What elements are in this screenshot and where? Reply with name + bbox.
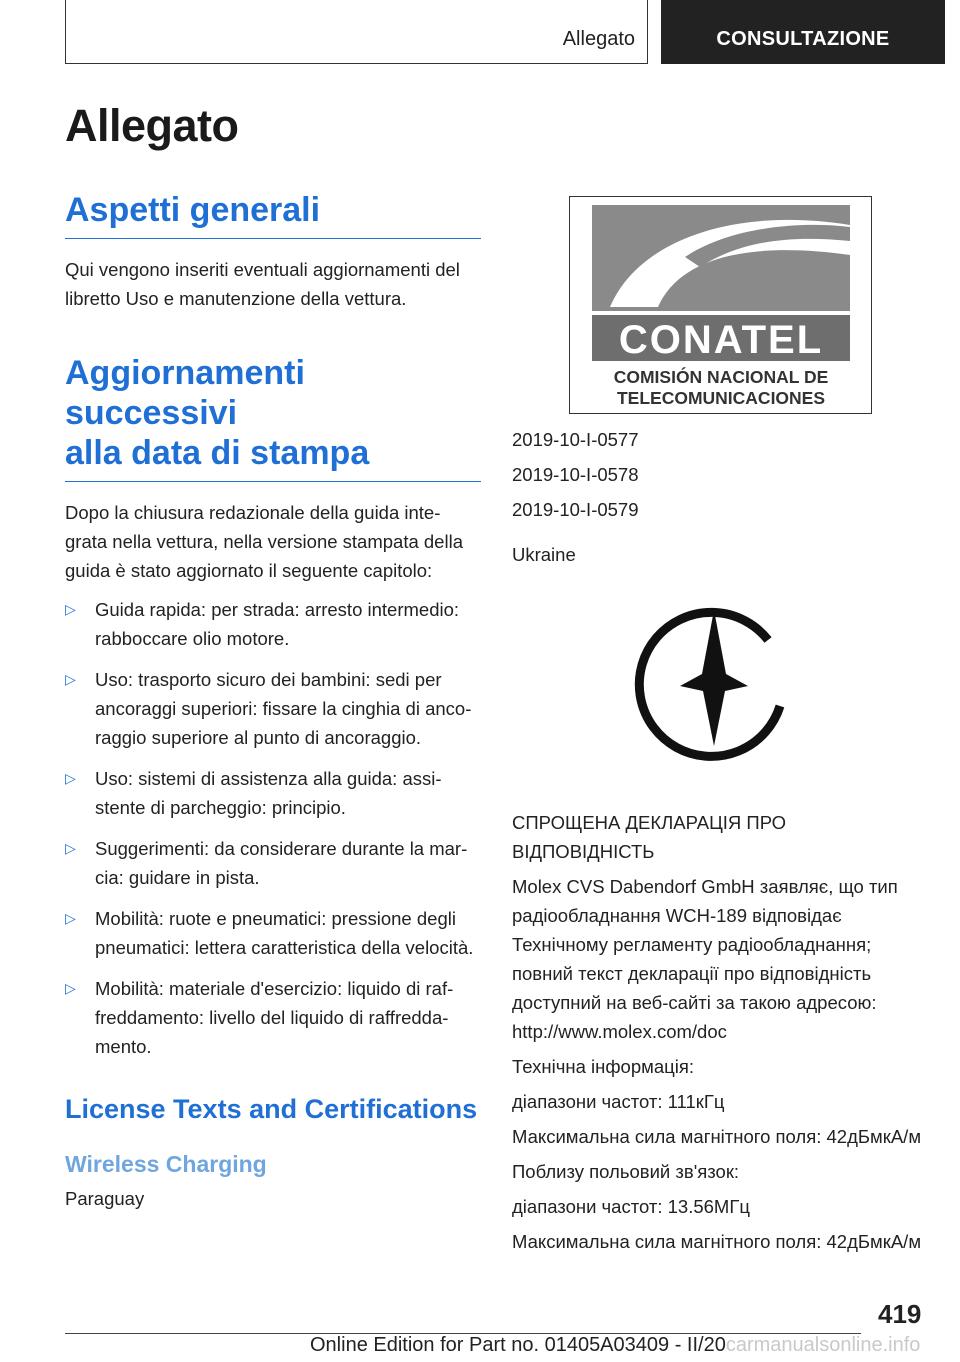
header-category-tab	[661, 0, 945, 64]
country-ukraine: Ukraine	[512, 544, 576, 565]
frequency-range-1: діапазони частот: 111кГц	[512, 1091, 725, 1112]
list-item-text: Uso: sistemi di assistenza alla guida: assi-stente di parcheggio: principio.	[95, 768, 442, 818]
updates-intro: Dopo la chiusura redazionale della guida inte-grata nella vettura, nella versione stampata della guida è stato aggiornato il seguente capitolo:	[65, 502, 463, 581]
edition-text: Online Edition for Part no. 01405A03409 - II/20	[310, 1334, 726, 1356]
watermark-text: carmanualsonline.info	[725, 1334, 921, 1356]
conatel-logo	[569, 196, 872, 414]
list-item	[65, 974, 481, 1061]
list-item-text: Suggerimenti: da considerare durante la mar-cia: guidare in pista.	[95, 838, 468, 888]
wireless-charging-heading: Wireless Charging	[65, 1151, 267, 1177]
approval-code: 2019-10-I-0578	[512, 464, 639, 485]
list-item-text: Uso: trasporto sicuro dei bambini: sedi per ancoraggi superiori: fissare la cinghia di anco-raggio superiore al punto di ancoraggio.	[95, 669, 472, 748]
header-section-label: Allegato	[562, 28, 635, 50]
tech-info-label: Технічна інформація:	[512, 1056, 695, 1077]
conatel-logo-graphic	[570, 197, 870, 412]
declaration-text: Molex CVS Dabendorf GmbH заявляє, що тип радіообладнання WCH-189 відповідає Технічному регламенту радіообладнання; повний текст декларації про відповідність доступний на веб-сайті за такою адресою: http://www.molex.com/doc	[512, 876, 898, 1042]
list-item-text: Mobilità: ruote e pneumatici: pressione degli pneumatici: lettera caratteristica della velocità.	[95, 908, 474, 958]
conatel-wordmark: CONATEL	[618, 318, 824, 362]
general-heading: Aspetti generali	[65, 190, 481, 239]
license-heading: License Texts and Certifications	[65, 1094, 478, 1124]
declaration-heading: СПРОЩЕНА ДЕКЛАРАЦІЯ ПРО ВІДПОВІДНІСТЬ	[512, 812, 787, 862]
max-field-strength-2: Максимальна сила магнітного поля: 42дБмкА/м	[512, 1231, 922, 1252]
approval-code: 2019-10-I-0579	[512, 499, 639, 520]
updates-heading-line2: alla data di stampa	[65, 434, 370, 472]
bullet-triangle-icon: ▷	[65, 910, 76, 926]
page-title: Allegato	[65, 100, 239, 151]
header-category-label: CONSULTAZIONE	[716, 28, 890, 50]
bullet-triangle-icon: ▷	[65, 980, 76, 996]
country-paraguay: Paraguay	[65, 1188, 145, 1209]
conatel-line1: COMISIÓN NACIONAL DE	[613, 367, 829, 387]
max-field-strength-1: Максимальна сила магнітного поля: 42дБмкА/м	[512, 1126, 922, 1147]
bullet-triangle-icon: ▷	[65, 671, 76, 687]
frequency-range-2: діапазони частот: 13.56МГц	[512, 1196, 750, 1217]
bullet-triangle-icon: ▷	[65, 601, 76, 617]
near-field-label: Поблизу польовий зв'язок:	[512, 1161, 740, 1182]
list-item-text: Guida rapida: per strada: arresto intermedio: rabboccare olio motore.	[95, 599, 460, 649]
list-item	[65, 904, 481, 962]
conatel-line2: TELECOMUNICACIONES	[616, 388, 826, 408]
updates-list	[65, 595, 481, 1061]
bullet-triangle-icon: ▷	[65, 840, 76, 856]
list-item	[65, 764, 481, 822]
updates-heading	[65, 353, 481, 482]
list-item-text: Mobilità: materiale d'esercizio: liquido di raf-freddamento: livello del liquido di raffredda-mento.	[95, 978, 454, 1057]
footer-edition	[310, 1334, 920, 1357]
right-column	[512, 425, 922, 569]
ukraine-declaration	[512, 808, 922, 1256]
updates-heading-line1: Aggiornamenti successivi	[65, 354, 305, 432]
ukrainian-conformity-mark-icon	[630, 596, 798, 764]
list-item	[65, 834, 481, 892]
list-item	[65, 665, 481, 752]
header-section-tab	[65, 0, 648, 64]
general-text: Qui vengono inseriti eventuali aggiornamenti del libretto Uso e manutenzione della vettura.	[65, 259, 460, 309]
page-number: 419	[878, 1299, 922, 1329]
bullet-triangle-icon: ▷	[65, 770, 76, 786]
list-item	[65, 595, 481, 653]
left-column	[65, 190, 481, 1213]
approval-code: 2019-10-I-0577	[512, 429, 639, 450]
